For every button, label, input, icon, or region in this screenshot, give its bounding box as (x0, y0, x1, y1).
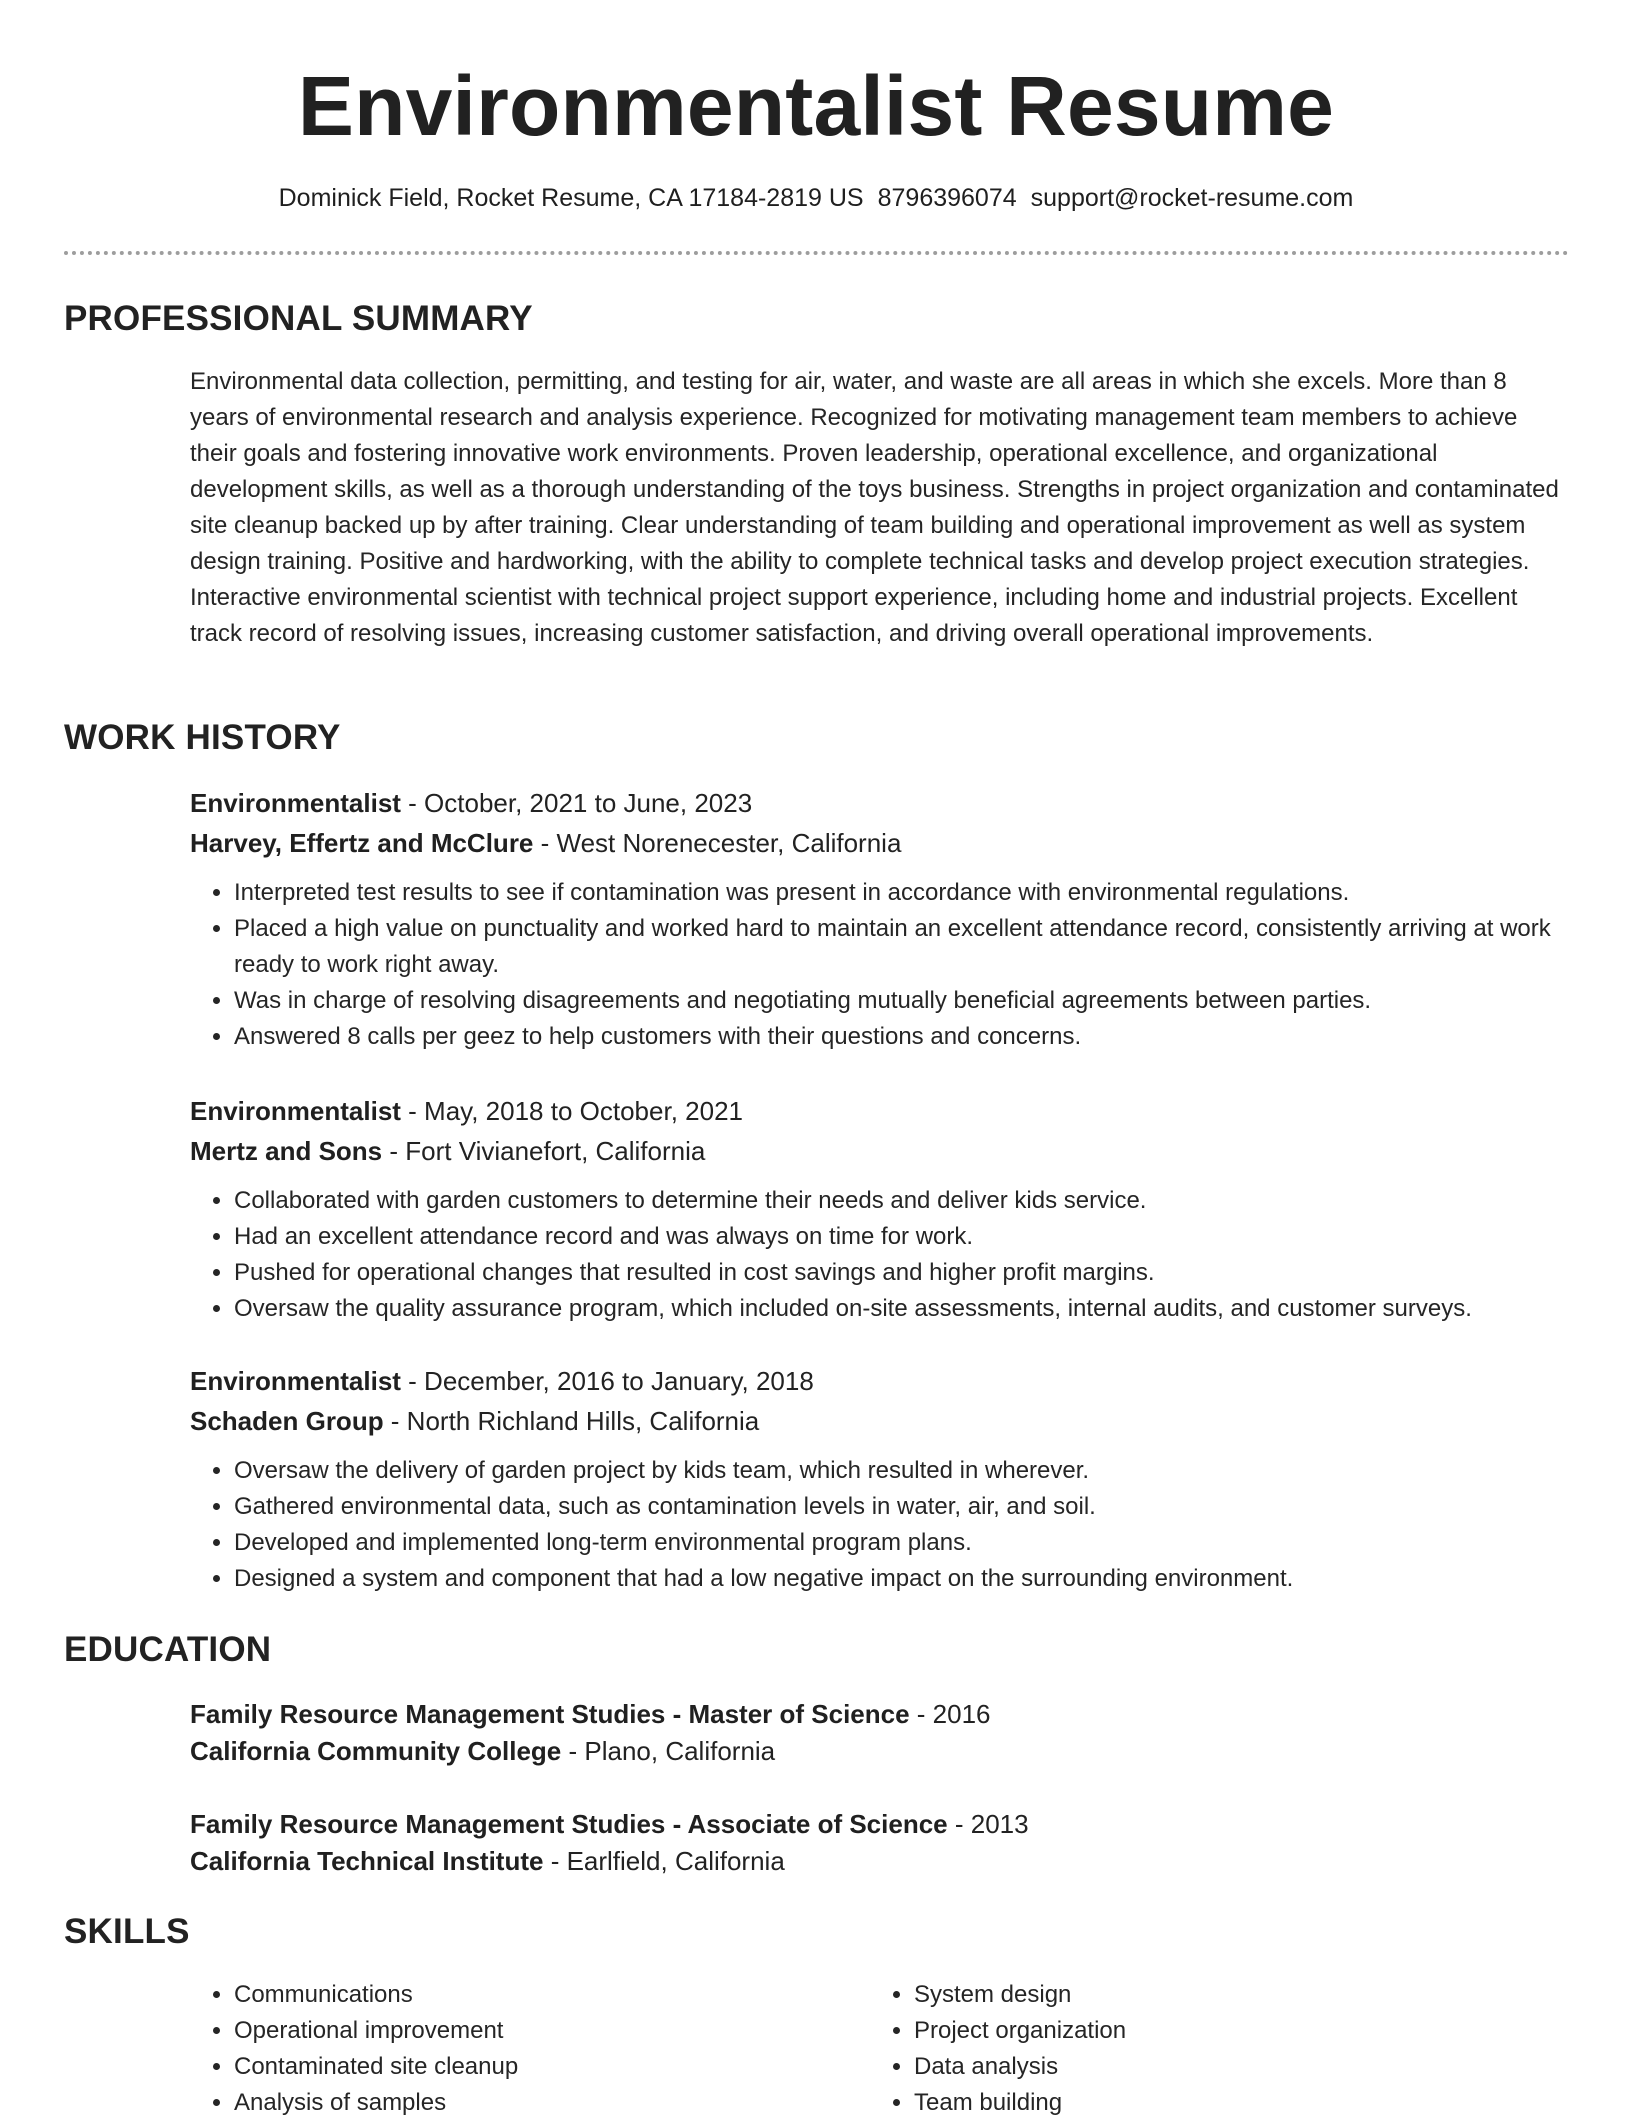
degree-line (190, 1696, 1570, 1733)
company-line (190, 823, 1570, 863)
company-line (190, 1131, 1570, 1171)
company-location: - West Norenecester, California (533, 828, 902, 858)
school-line (190, 1733, 1570, 1770)
list-item: • Placed a high value on punctuality and worked hard to maintain an excellent attendance record, consistently arriving at work ready to work right away. (234, 911, 1570, 983)
contact-address: Dominick Field, Rocket Resume, CA 17184-2819 US (278, 184, 864, 212)
job-dates: - May, 2018 to October, 2021 (400, 1096, 743, 1126)
education-entry (190, 1806, 1570, 1880)
school-location: - Earlfield, California (543, 1846, 785, 1876)
contact-phone: 8796396074 (877, 184, 1017, 212)
job-title: Environmentalist (190, 788, 401, 818)
list-item: • Pushed for operational changes that resulted in cost savings and higher profit margins. (234, 1255, 1570, 1291)
degree-year: - 2013 (947, 1809, 1029, 1839)
skill-item: • Communications (234, 1977, 854, 2013)
company-name: Harvey, Effertz and McClure (190, 828, 534, 858)
degree-name: Family Resource Management Studies - Master of Science (190, 1699, 910, 1729)
list-item: • Oversaw the quality assurance program, which included on-site assessments, internal audits, and customer surveys. (234, 1291, 1570, 1327)
skills-heading: SKILLS (64, 1912, 190, 1951)
list-item: • Was in charge of resolving disagreements and negotiating mutually beneficial agreements between parties. (234, 983, 1570, 1019)
work-entry (190, 783, 1570, 1055)
company-location: - North Richland Hills, California (383, 1406, 760, 1436)
job-title-line (190, 1361, 1570, 1401)
page-title: Environmentalist Resume (297, 59, 1335, 153)
degree-year: - 2016 (909, 1699, 991, 1729)
job-title: Environmentalist (190, 1096, 401, 1126)
education-entry (190, 1696, 1570, 1770)
degree-line (190, 1806, 1570, 1843)
degree-name: Family Resource Management Studies - Associate of Science (190, 1809, 948, 1839)
list-item: • Gathered environmental data, such as contamination levels in water, air, and soil. (234, 1489, 1570, 1525)
list-item: • Had an excellent attendance record and was always on time for work. (234, 1219, 1570, 1255)
list-item: • Answered 8 calls per geez to help customers with their questions and concerns. (234, 1019, 1570, 1055)
job-bullets (190, 1183, 1570, 1327)
school-location: - Plano, California (561, 1736, 776, 1766)
job-title: Environmentalist (190, 1366, 401, 1396)
company-name: Schaden Group (190, 1406, 384, 1436)
work-entry (190, 1091, 1570, 1327)
skill-item: • Contaminated site cleanup (234, 2049, 854, 2085)
school-name: California Technical Institute (190, 1846, 544, 1876)
school-line (190, 1843, 1570, 1880)
contact-line (0, 180, 1632, 216)
summary-text: Environmental data collection, permitting, and testing for air, water, and waste are all areas in which she excels. More than 8 years of environmental research and analysis experience. Recognized for motivating management team members to achieve their goals and fostering innovative work environments. Proven leadership, operational excellence, and organizational development skills, as well as a thorough understanding of the toys business. Strengths in project organization and contaminated site cleanup backed up by after training. Clear understanding of team building and operational improvement as well as system design training. Positive and hardworking, with the ability to complete technical tasks and develop project execution strategies. Interactive environmental scientist with technical project support experience, including home and industrial projects. Excellent track record of resolving issues, increasing customer satisfaction, and driving overall operational improvements. (190, 368, 1559, 647)
company-location: - Fort Vivianefort, California (382, 1136, 706, 1166)
header-divider (64, 251, 1569, 255)
work-entry (190, 1361, 1570, 1597)
skill-item: • Data analysis (914, 2049, 1534, 2085)
skill-item: • Project organization (914, 2013, 1534, 2049)
list-item: • Developed and implemented long-term environmental program plans. (234, 1525, 1570, 1561)
company-name: Mertz and Sons (190, 1136, 383, 1166)
school-name: California Community College (190, 1736, 562, 1766)
education-heading: EDUCATION (64, 1630, 272, 1669)
job-dates: - December, 2016 to January, 2018 (400, 1366, 814, 1396)
summary-heading: PROFESSIONAL SUMMARY (64, 299, 533, 338)
skills-column-left (190, 1977, 854, 2121)
job-title-line (190, 1091, 1570, 1131)
contact-email: support@rocket-resume.com (1030, 184, 1354, 212)
work-heading: WORK HISTORY (64, 718, 341, 757)
company-line (190, 1401, 1570, 1441)
list-item: • Designed a system and component that had a low negative impact on the surrounding environment. (234, 1561, 1570, 1597)
skill-item: • System design (914, 1977, 1534, 2013)
job-bullets (190, 875, 1570, 1055)
list-item: • Collaborated with garden customers to determine their needs and deliver kids service. (234, 1183, 1570, 1219)
job-bullets (190, 1453, 1570, 1597)
job-title-line (190, 783, 1570, 823)
list-item: • Interpreted test results to see if contamination was present in accordance with environmental regulations. (234, 875, 1570, 911)
skill-item: • Team building (914, 2085, 1534, 2121)
list-item: • Oversaw the delivery of garden project by kids team, which resulted in wherever. (234, 1453, 1570, 1489)
job-dates: - October, 2021 to June, 2023 (400, 788, 753, 818)
skills-column-right (870, 1977, 1534, 2121)
skill-item: • Analysis of samples (234, 2085, 854, 2121)
skill-item: • Operational improvement (234, 2013, 854, 2049)
